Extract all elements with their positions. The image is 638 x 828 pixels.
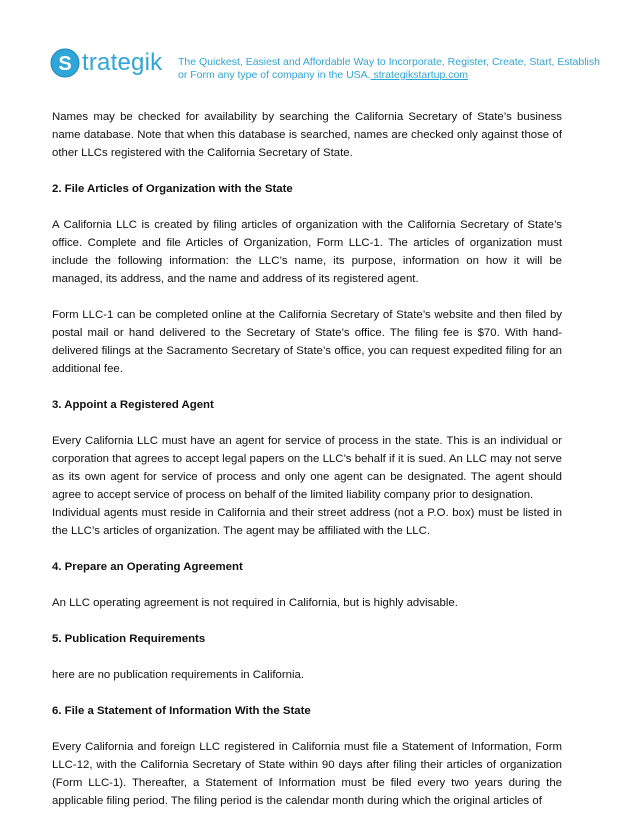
header-tagline	[178, 56, 608, 82]
document-body	[52, 108, 562, 828]
heading-publication: 5. Publication Requirements	[52, 633, 206, 645]
strategik-logo	[50, 48, 162, 78]
paragraph-agent-residence: Individual agents must reside in California and their street address (not a P.O. box) must be listed in the LLC’s articles of organization. The agent may be affiliated with the LLC.	[52, 507, 562, 537]
svg-text:S: S	[58, 53, 72, 75]
website-link[interactable]: strategikstartup.com	[370, 69, 469, 81]
heading-registered-agent: 3. Appoint a Registered Agent	[52, 399, 214, 411]
heading-statement-of-information: 6. File a Statement of Information With the State	[52, 705, 311, 717]
heading-operating-agreement: 4. Prepare an Operating Agreement	[52, 561, 243, 573]
paragraph-form-llc-1: Form LLC-1 can be completed online at the California Secretary of State’s website and then filed by postal mail or hand delivered to the Secretary of State’s office. The filing fee is $70. With hand-delivered filings at the Sacramento Secretary of State’s office, you can request expedited filing for an additional fee.	[52, 309, 562, 375]
logo-wordmark: trategik	[82, 49, 163, 76]
paragraph-name-availability: Names may be checked for availability by searching the California Secretary of State’s business name database. Note that when this database is searched, names are checked only against those of other LLCs registered with the California Secretary of State.	[52, 111, 562, 159]
paragraph-articles-of-organization: A California LLC is created by filing articles of organization with the California Secretary of State’s office. Complete and file Articles of Organization, Form LLC-1. The articles of organization must include the following information: the LLC’s name, its purpose, information on how it will be managed, its address, and the name and address of its registered agent.	[52, 219, 562, 285]
tagline-line-1: The Quickest, Easiest and Affordable Way to Incorporate, Register, Create, Start, Establish	[178, 56, 600, 68]
paragraph-operating-agreement: An LLC operating agreement is not required in California, but is highly advisable.	[52, 597, 458, 609]
heading-file-articles: 2. File Articles of Organization with the State	[52, 183, 293, 195]
paragraph-publication: here are no publication requirements in California.	[52, 669, 305, 681]
page-header	[0, 0, 638, 100]
logo-circle-icon	[50, 48, 80, 78]
paragraph-agent-service: Every California LLC must have an agent for service of process in the state. This is an individual or corporation that agrees to accept legal papers on the LLC’s behalf if it is sued. An LLC may not serve as its own agent for service of process and only one agent can be designated. The agent should agree to accept service of process on behalf of the limited liability company prior to designation.	[52, 435, 562, 501]
tagline-line-2: or Form any type of company in the USA.	[178, 69, 371, 81]
paragraph-statement-of-information: Every California and foreign LLC registered in California must file a Statement of Information, Form LLC-12, with the California Secretary of State within 90 days after filing their articles of organization (Form LLC-1). Thereafter, a Statement of Information must be filed every two years during the applicable filing period. The filing period is the calendar month during which the original articles of	[52, 741, 562, 807]
